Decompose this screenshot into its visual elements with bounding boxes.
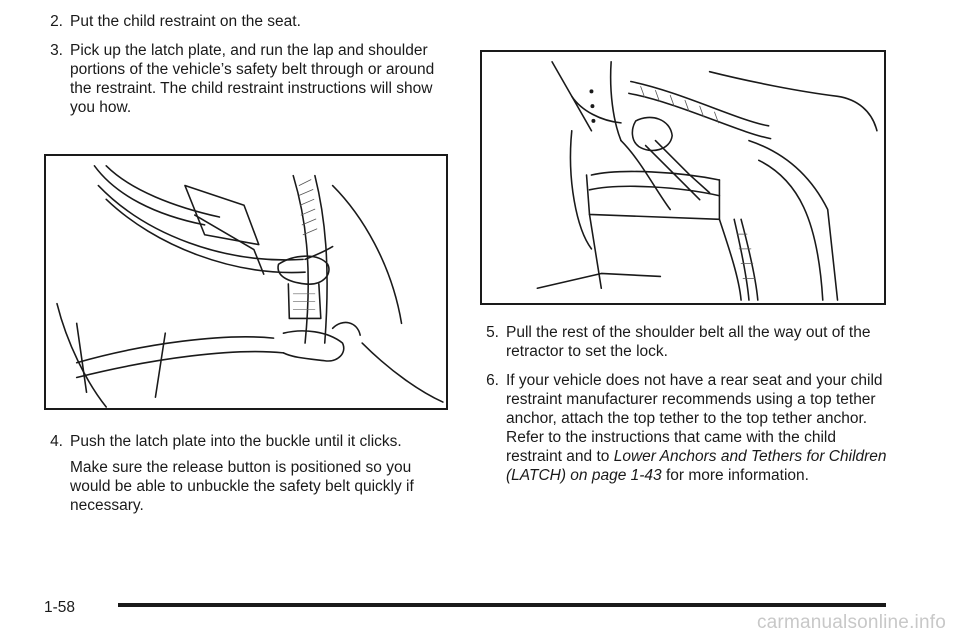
step-number: 4.	[50, 433, 63, 450]
step-4	[44, 432, 454, 451]
step-6-text-end: for more information.	[661, 467, 809, 484]
step-number: 6.	[486, 372, 499, 389]
step-text: Push the latch plate into the buckle until it clicks.	[70, 433, 402, 450]
left-column-bottom	[44, 432, 454, 515]
step-3	[44, 41, 454, 117]
watermark: carmanualsonline.info	[756, 612, 946, 633]
right-column	[480, 323, 890, 495]
figure-latch-into-buckle	[44, 154, 448, 410]
step-2	[44, 12, 454, 31]
shoulder-belt-illustration	[482, 52, 884, 303]
step-5	[480, 323, 890, 361]
step-text: Put the child restraint on the seat.	[70, 13, 301, 30]
footer-rule	[118, 603, 886, 607]
step-text	[506, 371, 890, 485]
step-6	[480, 371, 890, 485]
step-6-text-start: If your vehicle does not have a rear seat and your child restraint manufacturer recommends using a top tether anchor, attach the top tether to the top tether anchor. Refer to the instructions that came with the child restraint and to	[506, 372, 883, 465]
page-number: 1-58	[44, 599, 76, 616]
step-number: 3.	[50, 42, 63, 59]
step-number: 5.	[486, 324, 499, 341]
latch-buckle-illustration	[46, 156, 446, 408]
latch-reference-link[interactable]: Lower Anchors and Tethers for Children (LATCH) on page 1-43	[506, 448, 887, 484]
step-text: Pull the rest of the shoulder belt all the way out of the retractor to set the lock.	[506, 324, 871, 360]
release-button-note: Make sure the release button is positioned so you would be able to unbuckle the safety belt quickly if necessary.	[70, 459, 414, 514]
step-number: 2.	[50, 13, 63, 30]
step-text: Pick up the latch plate, and run the lap and shoulder portions of the vehicle’s safety belt through or around the restraint. The child restraint instructions will show you how.	[70, 42, 435, 116]
figure-pull-shoulder-belt	[480, 50, 886, 305]
left-column-top	[44, 12, 454, 127]
